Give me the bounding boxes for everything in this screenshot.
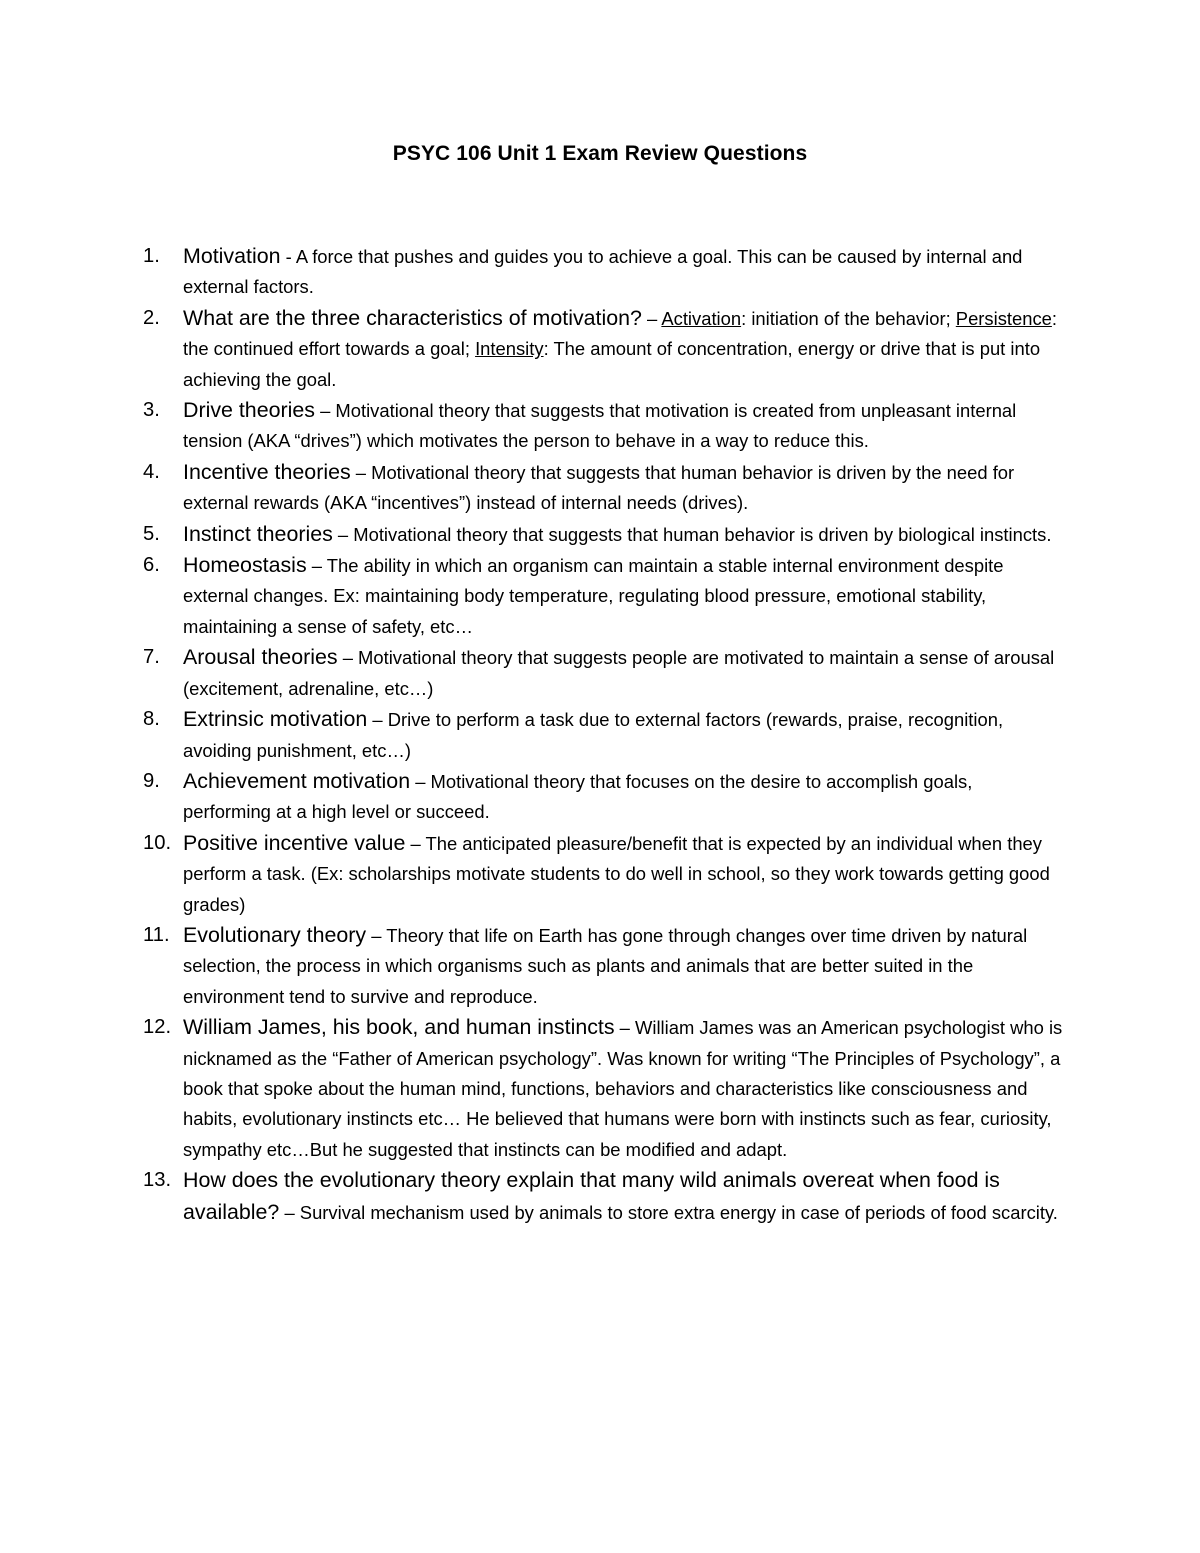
item-definition: Motivational theory that focuses on the desire to accomplish goals, performing at a high level or succeed.	[183, 770, 973, 823]
list-item	[143, 395, 1063, 457]
item-definition: Motivational theory that suggests that motivation is created from unpleasant internal tension (AKA “drives”) which motivates the person to behave in a way to reduce this.	[183, 400, 1017, 452]
item-number: 8.	[143, 708, 160, 731]
list-item	[143, 1012, 1063, 1165]
item-separator: -	[280, 246, 296, 267]
item-definition: Survival mechanism used by animals to store extra energy in case of periods of food scarcity.	[299, 1201, 1058, 1223]
list-item	[143, 642, 1063, 704]
item-separator: –	[337, 647, 359, 669]
item-definition: Motivational theory that suggests that human behavior is driven by the need for external rewards (AKA “incentives”) instead of internal needs (drives).	[183, 461, 1015, 514]
item-number: 13.	[143, 1169, 172, 1192]
item-separator: –	[366, 924, 387, 946]
item-separator: –	[367, 709, 388, 731]
item-term: Incentive theories	[183, 459, 351, 484]
item-definition: William James was an American psychologist who is nicknamed as the “Father of American psychology”. Was known for writing “The Principles of Psychology”, a book that spoke about the human mind, functions, behaviors and characteristics like consciousness and habits, evolutionary instincts etc… He believed that humans were born with instincts such as fear, curiosity, sympathy etc…But he suggested that instincts can be modified and adapt.	[183, 1017, 1063, 1160]
item-separator: –	[641, 307, 662, 329]
item-number: 1.	[143, 245, 160, 267]
item-separator: –	[306, 555, 327, 577]
item-separator: –	[410, 770, 431, 792]
item-number: 5.	[143, 522, 160, 545]
item-number: 12.	[143, 1016, 172, 1039]
item-term: Drive theories	[183, 398, 315, 423]
item-separator: –	[350, 461, 372, 483]
list-item	[143, 457, 1063, 519]
item-number: 11.	[143, 923, 170, 946]
item-term: Motivation	[183, 244, 281, 268]
item-definition: A force that pushes and guides you to achieve a goal. This can be caused by internal and external factors.	[183, 246, 1023, 298]
item-number: 10.	[143, 831, 172, 854]
item-term: William James, his book, and human instincts	[183, 1015, 615, 1040]
item-separator: –	[332, 523, 354, 545]
item-definition: Theory that life on Earth has gone through changes over time driven by natural selection, the process in which organisms such as plants and animals that are better suited in the environment tend to survive and reproduce.	[183, 924, 1028, 1007]
characteristic-text-intensity: : The amount of concentration, energy or drive that is put into achieving the goal.	[183, 338, 1041, 390]
item-term: Extrinsic motivation	[183, 707, 368, 732]
item-term: What are the three characteristics of motivation?	[183, 305, 642, 330]
item-separator: –	[614, 1017, 636, 1039]
review-question-list	[143, 241, 1063, 1228]
item-term: Arousal theories	[183, 645, 338, 670]
item-term: Evolutionary theory	[183, 922, 367, 947]
item-term: Instinct theories	[183, 521, 333, 546]
characteristic-text-persistence: : the continued effort towards a goal;	[183, 307, 1058, 360]
page-title: PSYC 106 Unit 1 Exam Review Questions	[392, 142, 808, 165]
list-item	[143, 303, 1063, 395]
item-number: 9.	[143, 769, 160, 792]
item-definition: The ability in which an organism can maintain a stable internal environment despite external changes. Ex: maintaining body temperature, regulating blood pressure, emotional stability, maintaining a sense of safety, etc…	[183, 555, 1004, 637]
item-term: How does the evolutionary theory explain that many wild animals overeat when food is available?	[183, 1168, 1000, 1224]
characteristic-label-activation: Activation	[661, 307, 742, 329]
item-number: 3.	[143, 399, 160, 422]
list-item	[143, 550, 1063, 642]
characteristic-text-activation: : initiation of the behavior;	[741, 307, 956, 329]
item-separator: –	[405, 832, 426, 854]
list-item	[143, 828, 1063, 920]
item-separator: –	[279, 1201, 300, 1223]
item-definition: Motivational theory that suggests people are motivated to maintain a sense of arousal (excitement, adrenaline, etc…)	[183, 647, 1055, 699]
item-number: 2.	[143, 306, 160, 329]
item-definition: Drive to perform a task due to external factors (rewards, praise, recognition, avoiding punishment, etc…)	[183, 709, 1004, 761]
item-term: Positive incentive value	[183, 830, 406, 855]
item-number: 4.	[143, 460, 160, 483]
list-item	[143, 241, 1063, 303]
characteristic-label-persistence: Persistence	[955, 307, 1052, 329]
list-item	[143, 519, 1063, 550]
item-definition: The anticipated pleasure/benefit that is expected by an individual when they perform a task. (Ex: scholarships motivate students to do well in school, so they work towards getting good grades)	[183, 832, 1050, 915]
item-number: 6.	[143, 554, 160, 577]
list-item	[143, 704, 1063, 766]
list-item	[143, 920, 1063, 1012]
item-term: Homeostasis	[183, 553, 307, 578]
item-term: Achievement motivation	[183, 768, 411, 793]
item-number: 7.	[143, 646, 160, 669]
list-item	[143, 1165, 1063, 1228]
item-separator: –	[314, 400, 336, 422]
list-item	[143, 766, 1063, 828]
characteristic-label-intensity: Intensity	[475, 338, 544, 360]
item-definition: Motivational theory that suggests that human behavior is driven by biological instincts.	[353, 523, 1052, 545]
